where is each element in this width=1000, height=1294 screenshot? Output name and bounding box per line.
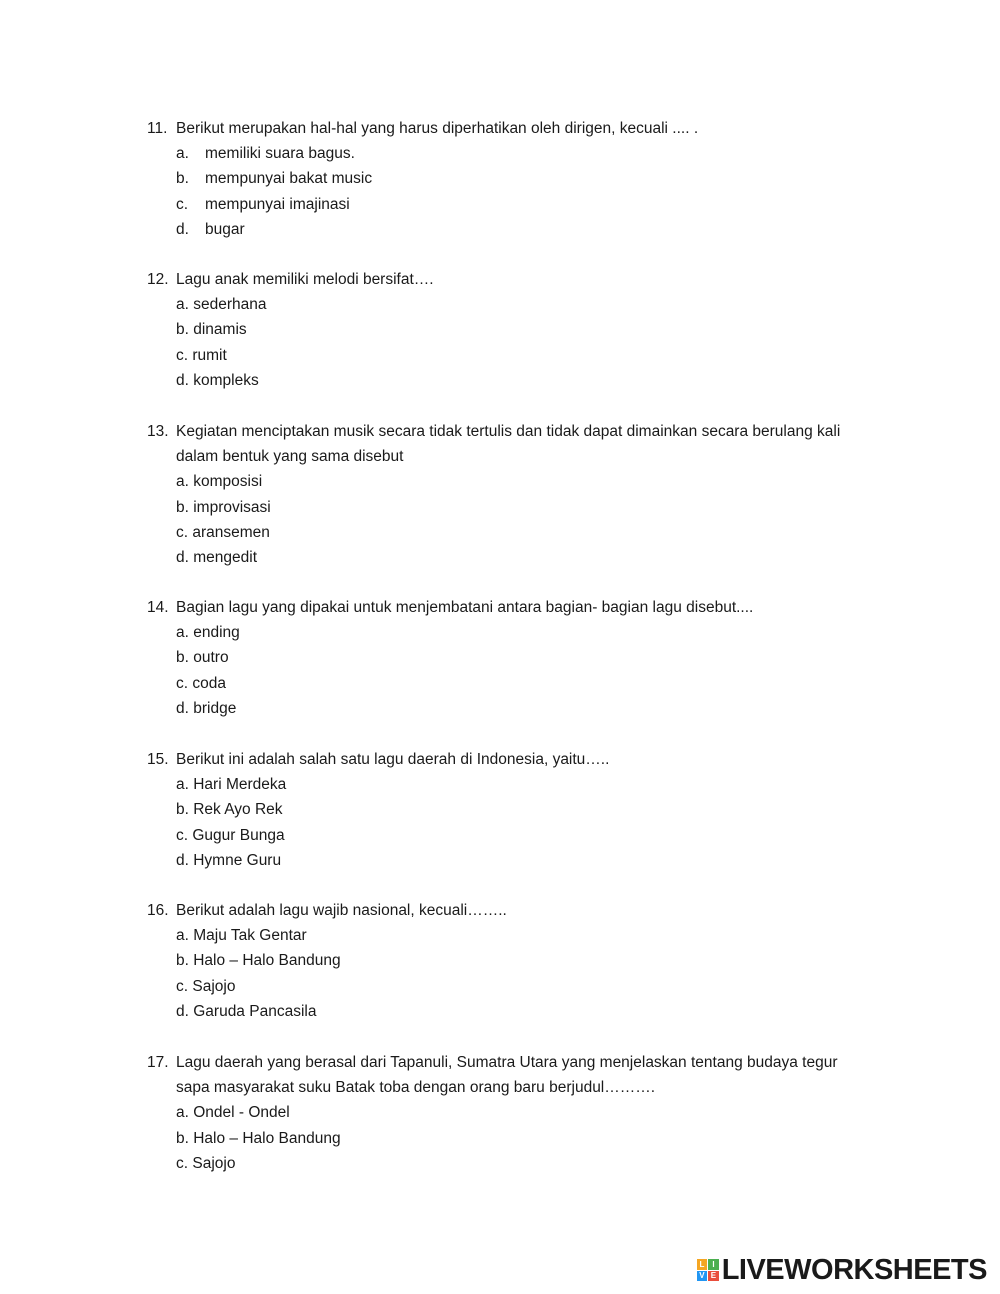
answer-option: c. Sajojo (176, 977, 236, 995)
answer-option: c. Gugur Bunga (176, 826, 285, 844)
answer-option: d. Hymne Guru (176, 851, 282, 869)
question-number: 17. (147, 1054, 169, 1071)
answer-option (147, 217, 907, 242)
question-text (147, 267, 907, 292)
answer-option (147, 166, 907, 191)
logo-icon-tile: V (697, 1271, 708, 1282)
question-number: 15. (147, 751, 169, 768)
question-17 (147, 1050, 907, 1176)
question-line: sapa masyarakat suku Batak toba dengan orang baru berjudul………. (176, 1079, 656, 1097)
answer-option: d. kompleks (176, 371, 259, 389)
answer-option: b. Halo – Halo Bandung (176, 1129, 341, 1147)
question-text (147, 595, 907, 620)
question-text (147, 419, 907, 444)
logo-icon-tile: E (708, 1271, 719, 1282)
question-line: Berikut adalah lagu wajib nasional, kecuali…….. (176, 902, 507, 919)
option-text: mempunyai imajinasi (205, 195, 350, 213)
option-letter: c. (176, 195, 189, 213)
question-line: Kegiatan menciptakan musik secara tidak tertulis dan tidak dapat dimainkan secara berulang kali (176, 423, 841, 440)
answer-option: d. Garuda Pancasila (176, 1002, 317, 1020)
answer-option: b. dinamis (176, 321, 247, 339)
answer-option: c. Sajojo (176, 1154, 236, 1172)
option-letter: a. (176, 145, 189, 163)
liveworksheets-logo (697, 1253, 987, 1287)
answer-option: b. improvisasi (176, 498, 271, 516)
answer-option: b. outro (176, 649, 229, 667)
liveworksheets-logo-icon (697, 1259, 719, 1281)
question-line: Berikut ini adalah salah satu lagu daerah di Indonesia, yaitu….. (176, 751, 610, 768)
question-line: dalam bentuk yang sama disebut (176, 448, 404, 466)
logo-icon-tile: L (697, 1259, 708, 1270)
question-number: 11. (147, 120, 168, 137)
question-line: Lagu daerah yang berasal dari Tapanuli, Sumatra Utara yang menjelaskan tentang budaya tegur (176, 1054, 838, 1071)
question-11 (147, 116, 907, 242)
question-12 (147, 267, 907, 393)
question-line: Bagian lagu yang dipakai untuk menjembatani antara bagian- bagian lagu disebut.... (176, 599, 754, 616)
logo-icon-tile: I (708, 1259, 719, 1270)
logo-text: LIVEWORKSHEETS (721, 1253, 987, 1286)
answer-option: d. bridge (176, 699, 237, 717)
option-text: memiliki suara bagus. (205, 145, 355, 163)
option-text: mempunyai bakat music (205, 170, 373, 188)
question-line: Berikut merupakan hal-hal yang harus diperhatikan oleh dirigen, kecuali .... . (176, 120, 699, 137)
answer-option: d. mengedit (176, 549, 257, 567)
answer-option: a. komposisi (176, 473, 263, 491)
answer-option: c. aransemen (176, 523, 270, 541)
question-number: 16. (147, 902, 169, 919)
question-text (147, 116, 907, 141)
answer-option: a. ending (176, 624, 240, 642)
answer-option: a. Ondel - Ondel (176, 1104, 290, 1122)
question-text (147, 898, 907, 923)
question-text (147, 1050, 907, 1075)
question-15 (147, 747, 907, 873)
answer-option (147, 141, 907, 166)
answer-option: b. Halo – Halo Bandung (176, 952, 341, 970)
question-text (147, 444, 907, 469)
answer-option: a. Maju Tak Gentar (176, 927, 307, 945)
option-text: bugar (205, 220, 245, 238)
question-text (147, 747, 907, 772)
question-number: 13. (147, 423, 169, 440)
option-letter: d. (176, 220, 189, 238)
question-line: Lagu anak memiliki melodi bersifat…. (176, 271, 434, 288)
answer-option: c. coda (176, 674, 226, 692)
answer-option: a. sederhana (176, 296, 267, 314)
question-text (147, 1075, 907, 1100)
answer-option: b. Rek Ayo Rek (176, 801, 283, 819)
option-letter: b. (176, 170, 189, 188)
answer-option: c. rumit (176, 346, 227, 364)
answer-option: a. Hari Merdeka (176, 776, 287, 794)
answer-option (147, 192, 907, 217)
question-number: 14. (147, 599, 169, 616)
question-number: 12. (147, 271, 169, 288)
question-13 (147, 419, 907, 570)
question-16 (147, 898, 907, 1024)
question-14 (147, 595, 907, 721)
